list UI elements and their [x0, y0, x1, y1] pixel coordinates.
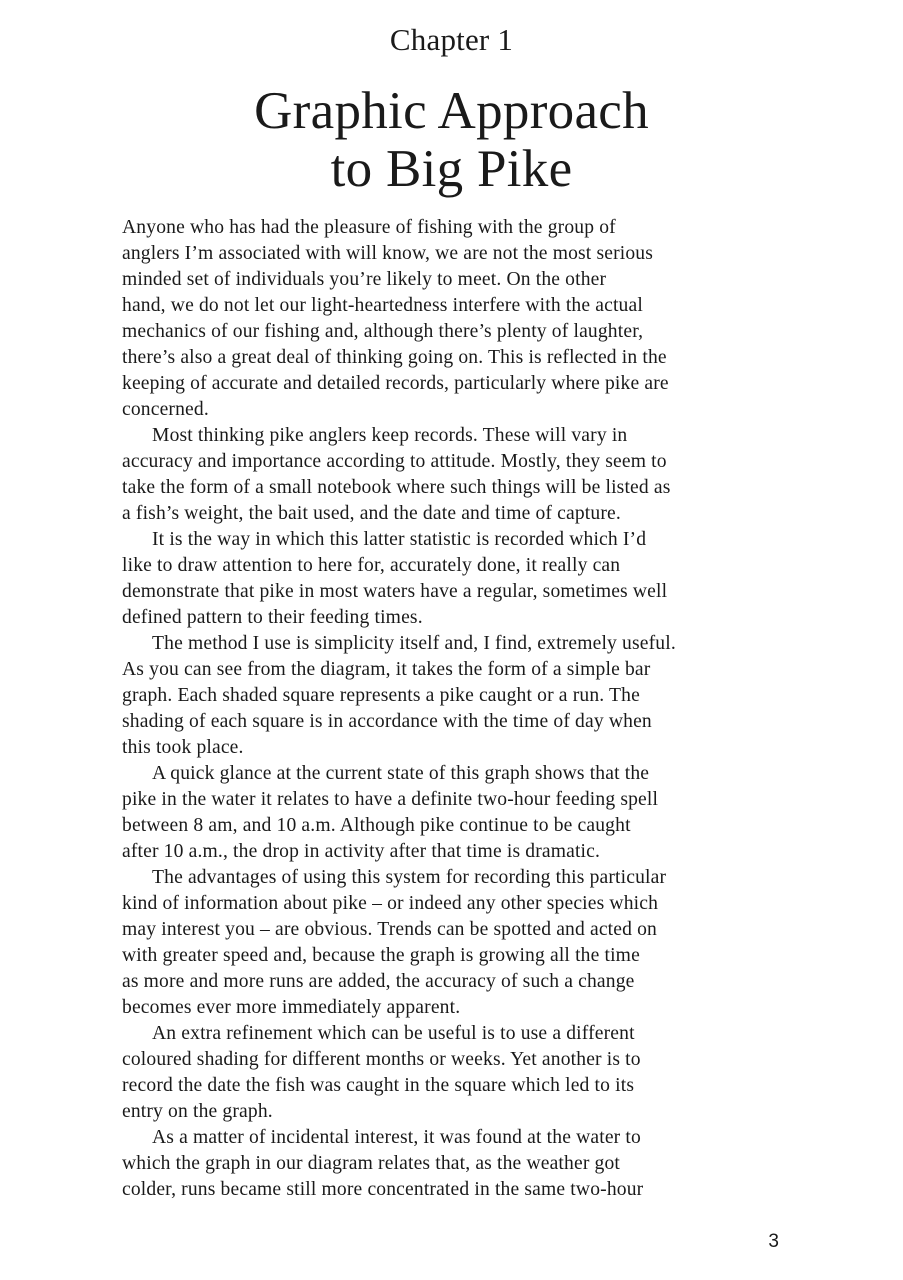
- text-line: entry on the graph.: [122, 1101, 273, 1122]
- paragraph-first-line: A quick glance at the current state of this graph shows that the: [152, 763, 650, 784]
- text-line: kind of information about pike – or indeed any other species which: [122, 893, 659, 914]
- paragraph-first-line: As a matter of incidental interest, it was found at the water to: [152, 1127, 641, 1148]
- text-line: pike in the water it relates to have a definite two-hour feeding spell: [122, 789, 659, 810]
- text-line: between 8 am, and 10 a.m. Although pike continue to be caught: [122, 815, 631, 836]
- paragraph-first-line: The method I use is simplicity itself and, I find, extremely useful.: [152, 633, 676, 654]
- text-line: graph. Each shaded square represents a pike caught or a run. The: [122, 685, 640, 706]
- text-line: with greater speed and, because the graph is growing all the time: [122, 945, 640, 966]
- text-line: like to draw attention to here for, accurately done, it really can: [122, 555, 621, 576]
- paragraph-first-line: It is the way in which this latter statistic is recorded which I’d: [152, 529, 647, 550]
- text-line: record the date the fish was caught in the square which led to its: [122, 1075, 635, 1096]
- text-line: a fish’s weight, the bait used, and the date and time of capture.: [122, 503, 621, 524]
- text-line: as more and more runs are added, the accuracy of such a change: [122, 971, 635, 992]
- chapter-title: [0, 82, 903, 198]
- text-line: Anyone who has had the pleasure of fishing with the group of: [122, 217, 616, 238]
- text-line: take the form of a small notebook where such things will be listed as: [122, 477, 671, 498]
- text-line: hand, we do not let our light-heartedness interfere with the actual: [122, 295, 643, 316]
- chapter-title-line: Graphic Approach: [254, 82, 649, 140]
- text-line: may interest you – are obvious. Trends can be spotted and acted on: [122, 919, 658, 940]
- text-line: accuracy and importance according to attitude. Mostly, they seem to: [122, 451, 667, 472]
- text-line: becomes ever more immediately apparent.: [122, 997, 461, 1018]
- paragraph-first-line: The advantages of using this system for recording this particular: [152, 867, 667, 888]
- text-line: demonstrate that pike in most waters have a regular, sometimes well: [122, 581, 668, 602]
- chapter-label: Chapter 1: [389, 22, 514, 57]
- text-line: anglers I’m associated with will know, we are not the most serious: [122, 243, 654, 264]
- page-number: 3: [768, 1231, 779, 1252]
- text-line: there’s also a great deal of thinking going on. This is reflected in the: [122, 347, 667, 368]
- text-line: which the graph in our diagram relates that, as the weather got: [122, 1153, 621, 1174]
- text-line: concerned.: [122, 399, 209, 420]
- text-line: colder, runs became still more concentrated in the same two-hour: [122, 1179, 644, 1200]
- text-line: shading of each square is in accordance with the time of day when: [122, 711, 652, 732]
- paragraph-first-line: Most thinking pike anglers keep records. These will vary in: [152, 425, 628, 446]
- text-line: this took place.: [122, 737, 244, 758]
- text-line: after 10 a.m., the drop in activity after that time is dramatic.: [122, 841, 601, 862]
- paragraph-first-line: An extra refinement which can be useful is to use a different: [152, 1023, 635, 1044]
- text-line: coloured shading for different months or weeks. Yet another is to: [122, 1049, 641, 1070]
- text-line: As you can see from the diagram, it takes the form of a simple bar: [122, 659, 651, 680]
- chapter-title-line: to Big Pike: [330, 140, 573, 198]
- text-line: minded set of individuals you’re likely to meet. On the other: [122, 269, 607, 290]
- text-line: keeping of accurate and detailed records, particularly where pike are: [122, 373, 669, 394]
- body-text: [122, 215, 782, 1203]
- text-line: mechanics of our fishing and, although there’s plenty of laughter,: [122, 321, 644, 342]
- text-line: defined pattern to their feeding times.: [122, 607, 423, 628]
